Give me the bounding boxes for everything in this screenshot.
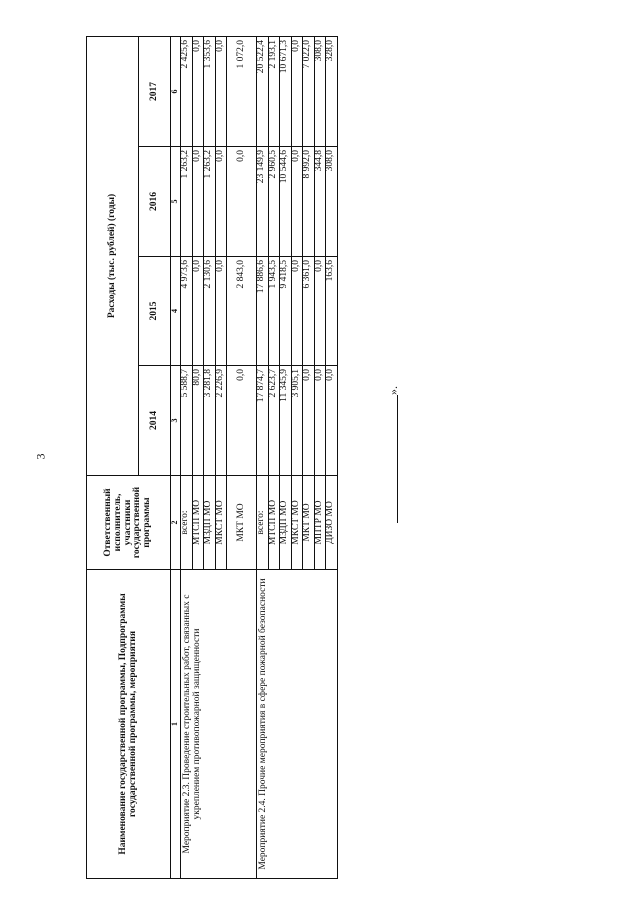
executor-cell: всего: <box>257 476 269 570</box>
closing-quote: ». <box>386 386 400 395</box>
index-cell: 1 <box>171 570 181 879</box>
table-row <box>257 36 269 878</box>
value-cell: 2 623,7 <box>268 366 280 476</box>
closing-line <box>397 395 398 523</box>
value-cell: 1 263,2 <box>204 147 216 257</box>
value-cell: 0,0 <box>326 366 338 476</box>
index-cell: 2 <box>171 476 181 570</box>
value-cell: 0,0 <box>291 147 303 257</box>
index-cell: 6 <box>171 36 181 146</box>
value-cell: 20 522,4 <box>257 36 269 146</box>
value-cell: 2 226,9 <box>215 366 227 476</box>
value-cell: 10 671,3 <box>280 36 292 146</box>
executor-cell: МТСП МО <box>268 476 280 570</box>
value-cell: 2 843,0 <box>227 257 257 366</box>
value-cell: 10 544,6 <box>280 147 292 257</box>
executor-cell: МЗДП МО <box>280 476 292 570</box>
value-cell: 11 345,9 <box>280 366 292 476</box>
value-cell: 1 943,5 <box>268 257 280 366</box>
value-cell: 308,0 <box>326 147 338 257</box>
measure-name: Мероприятие 2.4. Прочие мероприятия в сфере пожарной безопасности <box>257 570 338 879</box>
value-cell: 2 130,6 <box>204 257 216 366</box>
value-cell: 0,0 <box>215 147 227 257</box>
measure-name: Мероприятие 2.3. Проведение строительных работ, связанных с укреплением противопожарной защищенности <box>181 570 257 879</box>
value-cell: 17 874,7 <box>257 366 269 476</box>
value-cell: 0,0 <box>215 257 227 366</box>
executor-cell: МТСП МО <box>192 476 204 570</box>
index-cell: 5 <box>171 147 181 257</box>
header-executor: Ответственный исполнитель, участники государственной программы <box>87 476 171 570</box>
rotated-table-container <box>86 37 336 879</box>
value-cell: 163,6 <box>326 257 338 366</box>
value-cell: 0,0 <box>314 366 326 476</box>
value-cell: 3 905,1 <box>291 366 303 476</box>
executor-cell: МЗДП МО <box>204 476 216 570</box>
value-cell: 0,0 <box>227 366 257 476</box>
executor-cell: МКТ МО <box>303 476 315 570</box>
table-row <box>181 36 193 878</box>
value-cell: 23 149,9 <box>257 147 269 257</box>
value-cell: 0,0 <box>192 147 204 257</box>
value-cell: 2 425,6 <box>181 36 193 146</box>
header-year: 2014 <box>139 366 171 476</box>
value-cell: 0,0 <box>192 257 204 366</box>
header-year: 2016 <box>139 147 171 257</box>
executor-cell: всего: <box>181 476 193 570</box>
executor-cell: ДИЗО МО <box>326 476 338 570</box>
value-cell: 2 960,5 <box>268 147 280 257</box>
executor-cell: МКСТ МО <box>291 476 303 570</box>
value-cell: 4 973,6 <box>181 257 193 366</box>
value-cell: 1 263,2 <box>181 147 193 257</box>
index-cell: 3 <box>171 366 181 476</box>
executor-cell: МКСТ МО <box>215 476 227 570</box>
value-cell: 6 361,0 <box>303 257 315 366</box>
expenses-table <box>86 36 338 879</box>
executor-cell: МКТ МО <box>227 476 257 570</box>
header-year: 2015 <box>139 257 171 366</box>
value-cell: 0,0 <box>291 36 303 146</box>
value-cell: 1 072,0 <box>227 36 257 146</box>
header-year: 2017 <box>139 36 171 146</box>
value-cell: 344,8 <box>314 147 326 257</box>
value-cell: 80,0 <box>192 366 204 476</box>
value-cell: 0,0 <box>215 36 227 146</box>
value-cell: 8 992,0 <box>303 147 315 257</box>
value-cell: 308,0 <box>314 36 326 146</box>
value-cell: 17 886,6 <box>257 257 269 366</box>
executor-cell: МПТР МО <box>314 476 326 570</box>
value-cell: 1 353,6 <box>204 36 216 146</box>
value-cell: 0,0 <box>227 147 257 257</box>
value-cell: 328,0 <box>326 36 338 146</box>
value-cell: 0,0 <box>314 257 326 366</box>
header-expenses: Расходы (тыс. рублей) (годы) <box>87 36 139 475</box>
value-cell: 5 588,7 <box>181 366 193 476</box>
table-body <box>181 36 338 878</box>
closing-mark <box>386 385 405 525</box>
value-cell: 0,0 <box>192 36 204 146</box>
value-cell: 0,0 <box>291 257 303 366</box>
value-cell: 0,0 <box>303 366 315 476</box>
header-name: Наименование государственной программы, Подпрограммы государственной программы, мероприятия <box>87 570 171 879</box>
value-cell: 9 418,5 <box>280 257 292 366</box>
value-cell: 3 281,8 <box>204 366 216 476</box>
page-number: 3 <box>33 453 48 460</box>
value-cell: 7 022,0 <box>303 36 315 146</box>
index-cell: 4 <box>171 257 181 366</box>
value-cell: 2 193,1 <box>268 36 280 146</box>
